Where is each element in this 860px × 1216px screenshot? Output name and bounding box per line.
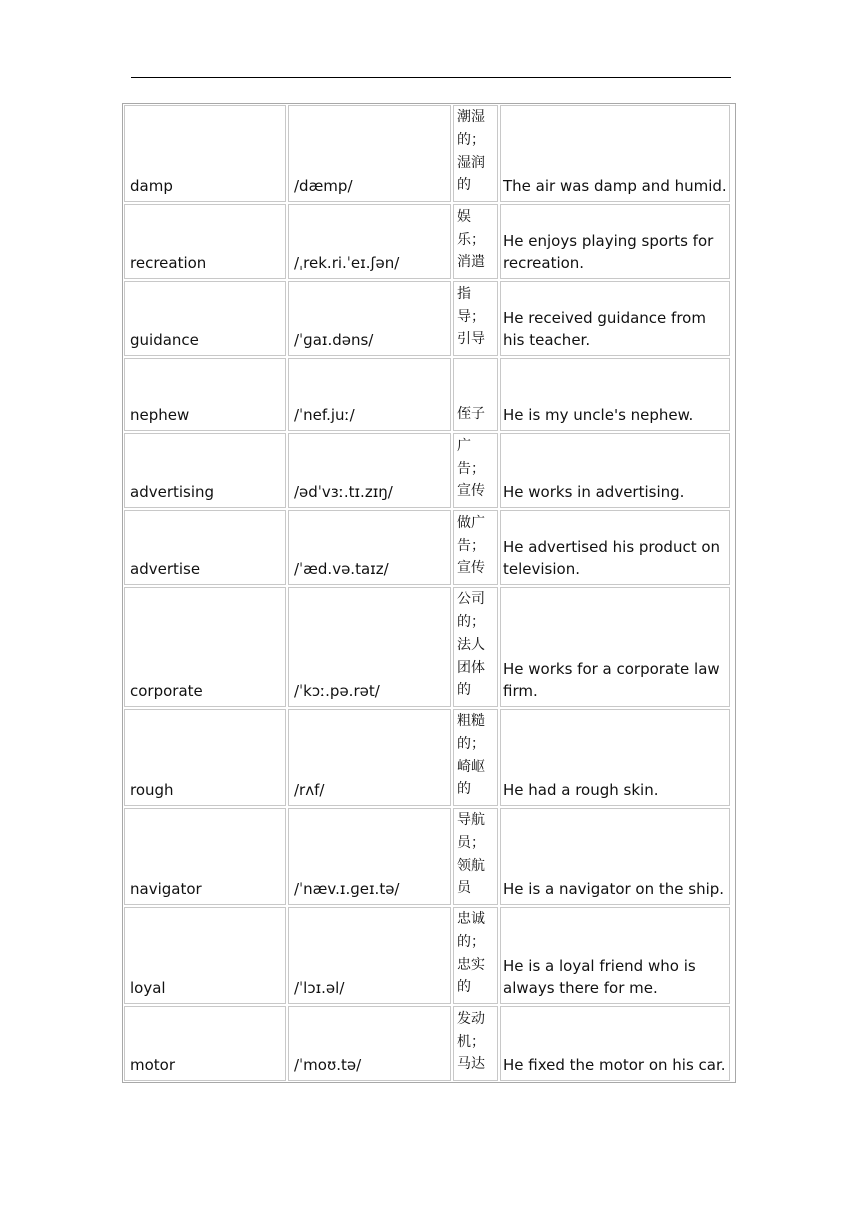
word-cell: advertise bbox=[124, 510, 286, 585]
word-cell: guidance bbox=[124, 281, 286, 356]
table-row bbox=[124, 587, 734, 707]
word-cell: rough bbox=[124, 709, 286, 806]
meaning-cell: 导航员；领航员 bbox=[453, 808, 498, 905]
example-cell: He received guidance from his teacher. bbox=[500, 281, 730, 356]
word-cell: motor bbox=[124, 1006, 286, 1081]
table-row bbox=[124, 281, 734, 356]
example-cell: He advertised his product on television. bbox=[500, 510, 730, 585]
ipa-cell: /ˈnef.juː/ bbox=[288, 358, 451, 431]
meaning-cell: 发动机；马达 bbox=[453, 1006, 498, 1081]
example-cell: He had a rough skin. bbox=[500, 709, 730, 806]
meaning-cell: 潮湿的；湿润的 bbox=[453, 105, 498, 202]
example-cell: He works for a corporate law firm. bbox=[500, 587, 730, 707]
meaning-cell: 广告；宣传 bbox=[453, 433, 498, 508]
ipa-cell: /ˈæd.və.taɪz/ bbox=[288, 510, 451, 585]
ipa-cell: /rʌf/ bbox=[288, 709, 451, 806]
example-cell: The air was damp and humid. bbox=[500, 105, 730, 202]
word-cell: advertising bbox=[124, 433, 286, 508]
example-cell: He is a navigator on the ship. bbox=[500, 808, 730, 905]
meaning-cell: 娱乐；消遣 bbox=[453, 204, 498, 279]
vocab-table bbox=[122, 103, 736, 1083]
table-row bbox=[124, 358, 734, 431]
word-cell: damp bbox=[124, 105, 286, 202]
ipa-cell: /ˈɡaɪ.dəns/ bbox=[288, 281, 451, 356]
table-row bbox=[124, 510, 734, 585]
ipa-cell: /ˈlɔɪ.əl/ bbox=[288, 907, 451, 1004]
meaning-cell: 忠诚的；忠实的 bbox=[453, 907, 498, 1004]
meaning-cell: 公司的；法人团体的 bbox=[453, 587, 498, 707]
ipa-cell: /dæmp/ bbox=[288, 105, 451, 202]
ipa-cell: /ˈnæv.ɪ.ɡeɪ.tə/ bbox=[288, 808, 451, 905]
ipa-cell: /ˌrek.ri.ˈeɪ.ʃən/ bbox=[288, 204, 451, 279]
table-row bbox=[124, 808, 734, 905]
table-row bbox=[124, 1006, 734, 1081]
example-cell: He works in advertising. bbox=[500, 433, 730, 508]
table-row bbox=[124, 907, 734, 1004]
word-cell: recreation bbox=[124, 204, 286, 279]
word-cell: navigator bbox=[124, 808, 286, 905]
example-cell: He enjoys playing sports for recreation. bbox=[500, 204, 730, 279]
example-cell: He is my uncle's nephew. bbox=[500, 358, 730, 431]
meaning-cell: 指导；引导 bbox=[453, 281, 498, 356]
ipa-cell: /ˈmoʊ.tə/ bbox=[288, 1006, 451, 1081]
table-row bbox=[124, 105, 734, 202]
meaning-cell: 侄子 bbox=[453, 358, 498, 431]
example-cell: He is a loyal friend who is always there for me. bbox=[500, 907, 730, 1004]
ipa-cell: /ədˈvɜː.tɪ.zɪŋ/ bbox=[288, 433, 451, 508]
meaning-cell: 粗糙的；崎岖的 bbox=[453, 709, 498, 806]
table-row bbox=[124, 433, 734, 508]
word-cell: corporate bbox=[124, 587, 286, 707]
ipa-cell: /ˈkɔː.pə.rət/ bbox=[288, 587, 451, 707]
word-cell: loyal bbox=[124, 907, 286, 1004]
table-row bbox=[124, 204, 734, 279]
example-cell: He fixed the motor on his car. bbox=[500, 1006, 730, 1081]
word-cell: nephew bbox=[124, 358, 286, 431]
meaning-cell: 做广告；宣传 bbox=[453, 510, 498, 585]
table-row bbox=[124, 709, 734, 806]
header-rule bbox=[131, 77, 731, 78]
